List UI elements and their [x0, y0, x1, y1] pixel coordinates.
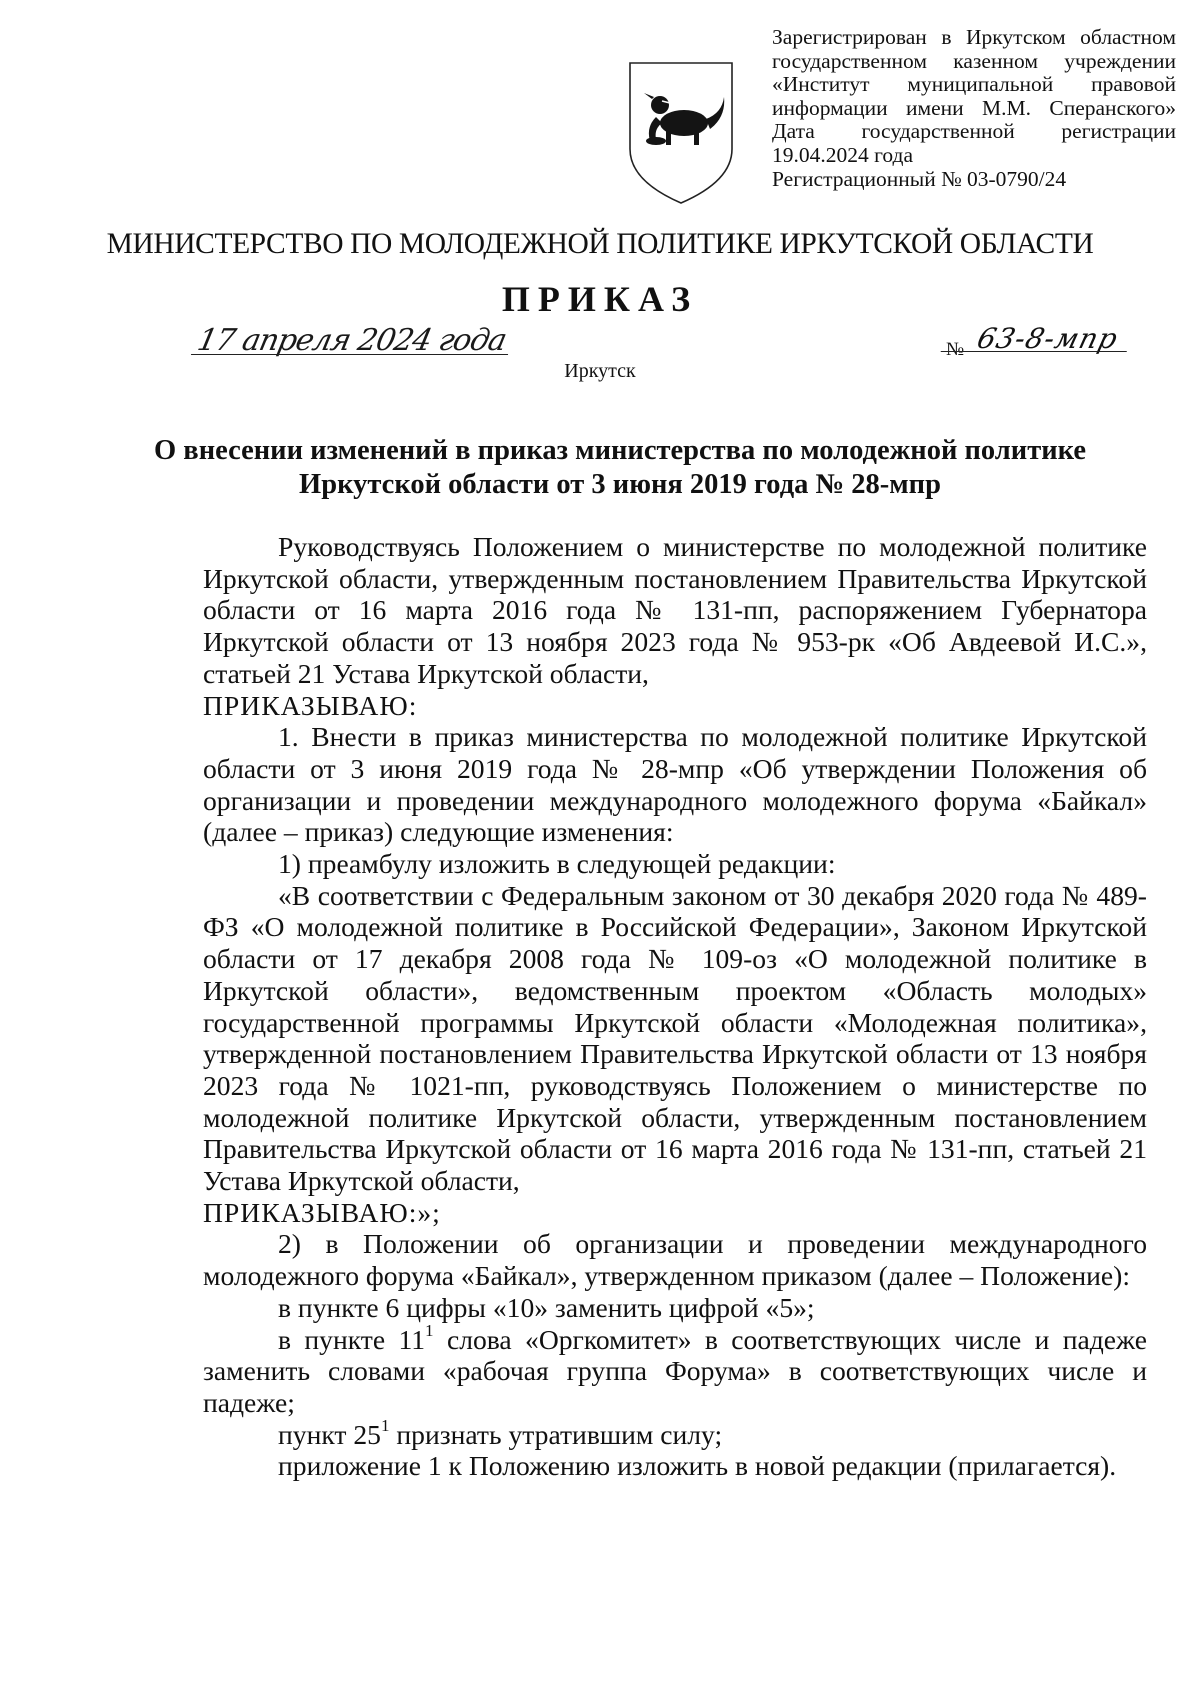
- paragraph-order-word: ПРИКАЗЫВАЮ:: [203, 689, 418, 721]
- registration-stamp: [772, 26, 1176, 191]
- superscript: 1: [380, 1415, 390, 1435]
- heading-line: Иркутской области от 3 июня 2019 года № 28-мпр: [299, 469, 941, 500]
- ministry-name: МИНИСТЕРСТВО ПО МОЛОДЕЖНОЙ ПОЛИТИКЕ ИРКУТСКОЙ ОБЛАСТИ: [106, 228, 1094, 260]
- paragraph-point-6: в пункте 6 цифры «10» заменить цифрой «5»;: [278, 1291, 815, 1323]
- heading-line: О внесении изменений в приказ министерства по молодежной политике: [154, 435, 1086, 466]
- document-body: [203, 531, 1147, 1482]
- paragraph-subitem-2: 2) в Положении об организации и проведении международного молодежного форума «Байкал», утвержденном приказом (далее – Положение):: [203, 1228, 1147, 1292]
- text-fragment: пункт 25: [278, 1418, 381, 1450]
- paragraph-point-11-1: [203, 1320, 1147, 1419]
- document-heading: [120, 434, 1120, 502]
- city: Иркутск: [564, 360, 636, 382]
- registration-line: Дата государственной регистрации: [772, 119, 1176, 144]
- number-underline: [941, 351, 1127, 352]
- superscript: 1: [425, 1320, 434, 1340]
- text-fragment: признать утратившим силу;: [389, 1418, 723, 1450]
- registration-line: «Институт муниципальной правовой: [772, 72, 1176, 97]
- text-fragment: слова «Оргкомитет» в соответствующих числе и падеже заменить словами «рабочая группа Форума» в соответствующих числе и падеже;: [203, 1323, 1147, 1418]
- registration-line: информации имени М.М. Сперанского»: [772, 95, 1176, 120]
- paragraph-subitem-1: 1) преамбулу изложить в следующей редакции:: [278, 848, 836, 880]
- paragraph-item-1: 1. Внести в приказ министерства по молодежной политике Иркутской области от 3 июня 2019 года № 28-мпр «Об утверждении Положения об организации и проведении международного молодежного форума «Байкал» (далее – приказ) следующие изменения:: [203, 721, 1147, 848]
- handwritten-order-number: [974, 322, 1122, 355]
- registration-line: государственном казенном учреждении: [772, 48, 1176, 73]
- paragraph-appendix: приложение 1 к Положению изложить в новой редакции (прилагается).: [278, 1450, 1117, 1482]
- paragraph-preamble: Руководствуясь Положением о министерстве по молодежной политике Иркутской области, утвержденным постановлением Правительства Иркутской области от 16 марта 2016 года № 131-пп, распоряжением Губернатора Иркутской области от 13 ноября 2023 года № 953-рк «Об Авдеевой И.С.», статьей 21 Устава Иркутской области,: [203, 531, 1147, 689]
- handwritten-number-text: 63-8-мпр: [973, 322, 1122, 355]
- registration-number: Регистрационный № 03-0790/24: [772, 166, 1067, 191]
- date-underline: [191, 354, 509, 355]
- registration-date: 19.04.2024 года: [772, 142, 914, 167]
- order-title: ПРИКАЗ: [501, 279, 699, 319]
- irkutsk-coat-of-arms-icon: [626, 57, 736, 207]
- paragraph-order-word-quoted: ПРИКАЗЫВАЮ:»;: [203, 1196, 441, 1228]
- registration-line: Зарегистрирован в Иркутском областном: [772, 25, 1176, 49]
- paragraph-point-25-1: [203, 1415, 1147, 1451]
- paragraph-new-preamble: «В соответствии с Федеральным законом от 30 декабря 2020 года № 489-ФЗ «О молодежной политике в Российской Федерации», Законом Иркутской области от 17 декабря 2008 года № 109-оз «О молодежной политике в Иркутской области», ведомственным проектом «Область молодых» государственной программы Иркутской области «Молодежная политика», утвержденной постановлением Правительства Иркутской области от 13 ноября 2023 года № 1021-пп, руководствуясь Положением о министерстве по молодежной политике Иркутской области, утвержденным постановлением Правительства Иркутской области от 16 марта 2016 года № 131-пп, статьей 21 Устава Иркутской области,: [203, 879, 1147, 1197]
- handwritten-date: [194, 323, 509, 358]
- order-number-label: №: [946, 339, 965, 360]
- text-fragment: в пункте 11: [278, 1323, 426, 1355]
- handwritten-date-text: 17 апреля 2024 года: [194, 323, 510, 358]
